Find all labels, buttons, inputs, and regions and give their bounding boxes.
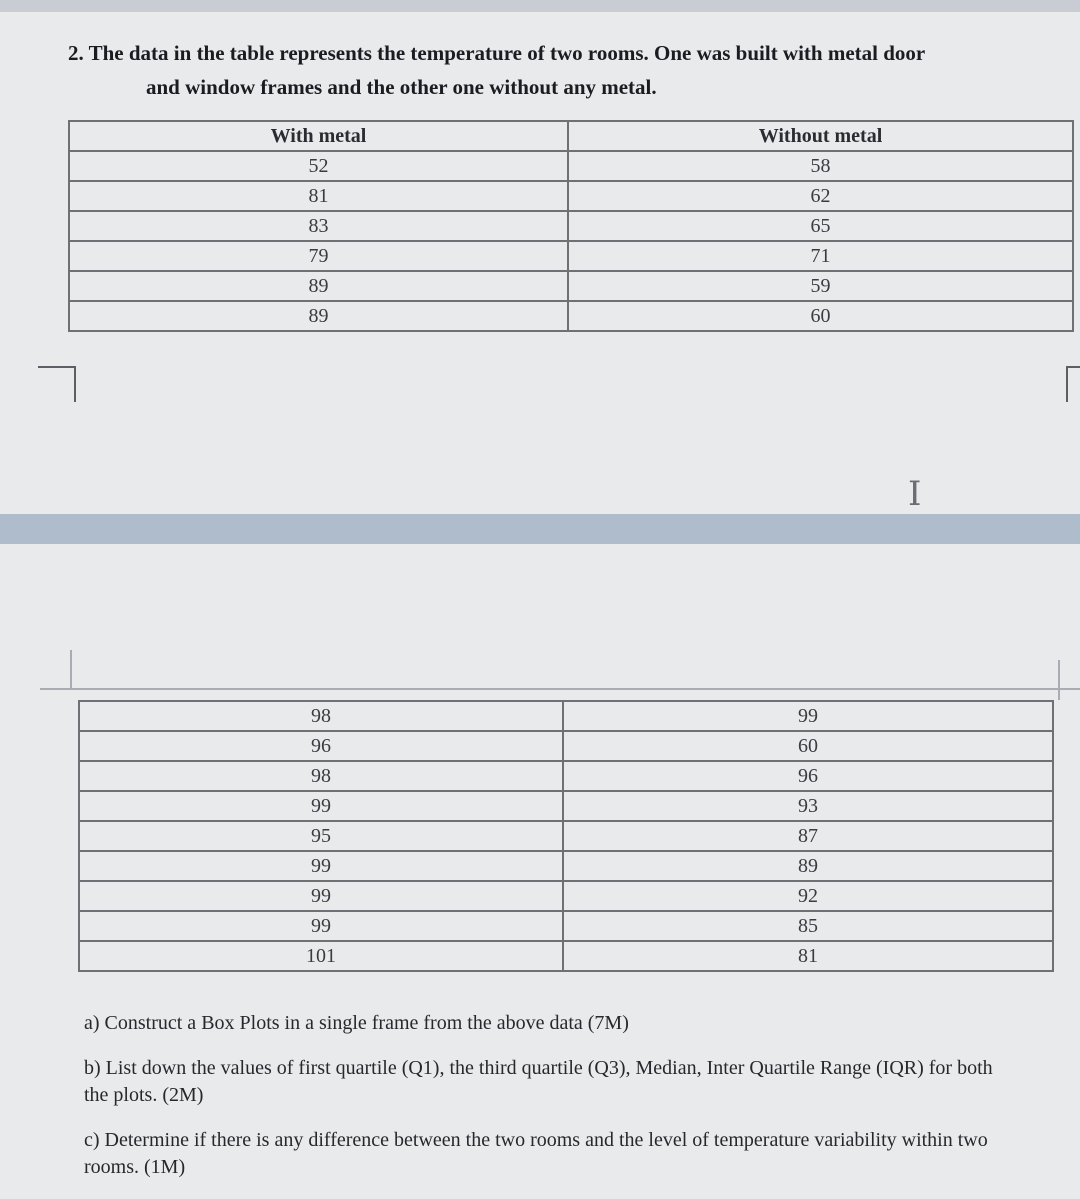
cell-without-metal: 81 — [563, 941, 1053, 971]
question-parts — [84, 1010, 1004, 1199]
margin-line-left — [70, 650, 72, 690]
header-without-metal: Without metal — [568, 121, 1073, 151]
table-row — [69, 301, 1073, 331]
cell-without-metal: 59 — [568, 271, 1073, 301]
question-text — [68, 36, 1068, 104]
part-a: a) Construct a Box Plots in a single frame from the above data (7M) — [84, 1012, 629, 1034]
margin-line-top — [40, 688, 1080, 690]
cell-with-metal: 83 — [69, 211, 568, 241]
cell-without-metal: 60 — [563, 731, 1053, 761]
cell-with-metal: 99 — [79, 851, 563, 881]
cell-with-metal: 98 — [79, 761, 563, 791]
cell-without-metal: 58 — [568, 151, 1073, 181]
question-line-1: 2. The data in the table represents the temperature of two rooms. One was built with metal door — [68, 41, 926, 65]
cell-without-metal: 65 — [568, 211, 1073, 241]
table-row — [79, 941, 1053, 971]
temperature-table-1 — [68, 120, 1074, 332]
margin-corner-mark-right — [1066, 366, 1080, 402]
table-row — [69, 181, 1073, 211]
cell-with-metal: 98 — [79, 701, 563, 731]
table-row — [79, 911, 1053, 941]
part-b: b) List down the values of first quartile (Q1), the third quartile (Q3), Median, Inter Quartile Range (IQR) for both the plots. (2M) — [84, 1057, 993, 1106]
cell-without-metal: 85 — [563, 911, 1053, 941]
cell-without-metal: 62 — [568, 181, 1073, 211]
table-row — [79, 761, 1053, 791]
cell-without-metal: 60 — [568, 301, 1073, 331]
cell-with-metal: 99 — [79, 881, 563, 911]
cell-with-metal: 99 — [79, 911, 563, 941]
cell-with-metal: 99 — [79, 791, 563, 821]
question-line-2: and window frames and the other one without any metal. — [146, 75, 657, 99]
table-row — [69, 271, 1073, 301]
cell-with-metal: 52 — [69, 151, 568, 181]
cell-with-metal: 101 — [79, 941, 563, 971]
cell-with-metal: 79 — [69, 241, 568, 271]
cell-without-metal: 87 — [563, 821, 1053, 851]
header-with-metal: With metal — [69, 121, 568, 151]
table-row — [79, 731, 1053, 761]
table-row — [69, 241, 1073, 271]
cell-without-metal: 71 — [568, 241, 1073, 271]
page-break-bar — [0, 514, 1080, 544]
table-row — [69, 211, 1073, 241]
cell-without-metal: 92 — [563, 881, 1053, 911]
cell-with-metal: 95 — [79, 821, 563, 851]
text-cursor-icon: I — [908, 474, 922, 514]
cell-with-metal: 89 — [69, 271, 568, 301]
cell-with-metal: 96 — [79, 731, 563, 761]
margin-corner-mark-left — [38, 366, 76, 402]
cell-without-metal: 96 — [563, 761, 1053, 791]
part-c: c) Determine if there is any difference between the two rooms and the level of temperature variability within two rooms. (1M) — [84, 1129, 988, 1178]
cell-without-metal: 93 — [563, 791, 1053, 821]
cell-without-metal: 99 — [563, 701, 1053, 731]
page-top-edge — [0, 0, 1080, 12]
table-row — [79, 881, 1053, 911]
table-row — [69, 151, 1073, 181]
cell-with-metal: 81 — [69, 181, 568, 211]
table-row — [79, 701, 1053, 731]
cell-without-metal: 89 — [563, 851, 1053, 881]
margin-line-right — [1058, 660, 1060, 700]
temperature-table-2 — [78, 700, 1054, 972]
table-row — [79, 821, 1053, 851]
table-row — [79, 791, 1053, 821]
table-header-row — [69, 121, 1073, 151]
cell-with-metal: 89 — [69, 301, 568, 331]
table-row — [79, 851, 1053, 881]
